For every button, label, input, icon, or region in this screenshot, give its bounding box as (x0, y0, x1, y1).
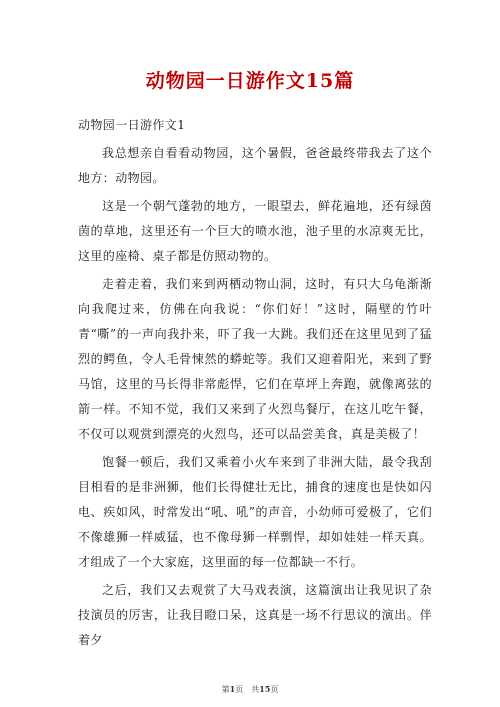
paragraph-5: 之后，我们又去观赏了大马戏表演，这篇演出让我见识了杂技演员的厉害，让我目瞪口呆，这真是一场不行思议的演出。伴着夕 (78, 583, 432, 647)
footer-total-pages: 15 (259, 684, 271, 694)
footer-page-number: 1 (229, 684, 236, 694)
section-subtitle: 动物园一日游作文1 (78, 118, 186, 132)
page-footer (0, 684, 500, 695)
footer-suffix: 页 (270, 685, 279, 694)
footer-middle: 页 共 (235, 685, 260, 694)
paragraph-4: 饱餐一顿后，我们又乘着小火车来到了非洲大陆，最令我刮目相看的是非洲狮，他们长得健壮无比，捕食的速度也是快如闪电、疾如风，时常发出“吼、吼”的声音，小幼师可爱极了，它们不像雄狮一样威猛，也不像母狮一样剽悍，却如娃娃一样天真。才组成了一个大家庭，这里面的每一位都缺一不行。 (78, 455, 432, 569)
paragraph-2: 这是一个朝气蓬勃的地方，一眼望去，鲜花遍地，还有绿茵茵的草地，这里还有一个巨大的喷水池，池子里的水凉爽无比，这里的座椅、桌子都是仿照动物的。 (78, 199, 432, 263)
paragraph-3: 走着走着，我们来到两栖动物山洞，这时，有只大乌龟渐渐向我爬过来，仿佛在向我说：“你们好！”这时，隔壁的竹叶青“嘶”的一声向我扑来，吓了我一大跳。我们还在这里见到了猛烈的鳄鱼，令人毛骨悚然的蟒蛇等。我们又迎着阳光，来到了野马馆，这里的马长得非常彪悍，它们在草坪上奔跑，就像离弦的箭一样。不知不觉，我们又来到了火烈鸟餐厅，在这儿吃午餐，不仅可以观赏到漂亮的火烈鸟，还可以品尝美食，真是美极了！ (78, 277, 432, 441)
footer-prefix: 第 (221, 685, 230, 694)
paragraph-1: 我总想亲自看看动物园，这个暑假，爸爸最终带我去了这个地方：动物园。 (78, 146, 432, 185)
document-title: 动物园一日游作文15篇 (145, 70, 355, 92)
document-body (78, 113, 432, 656)
